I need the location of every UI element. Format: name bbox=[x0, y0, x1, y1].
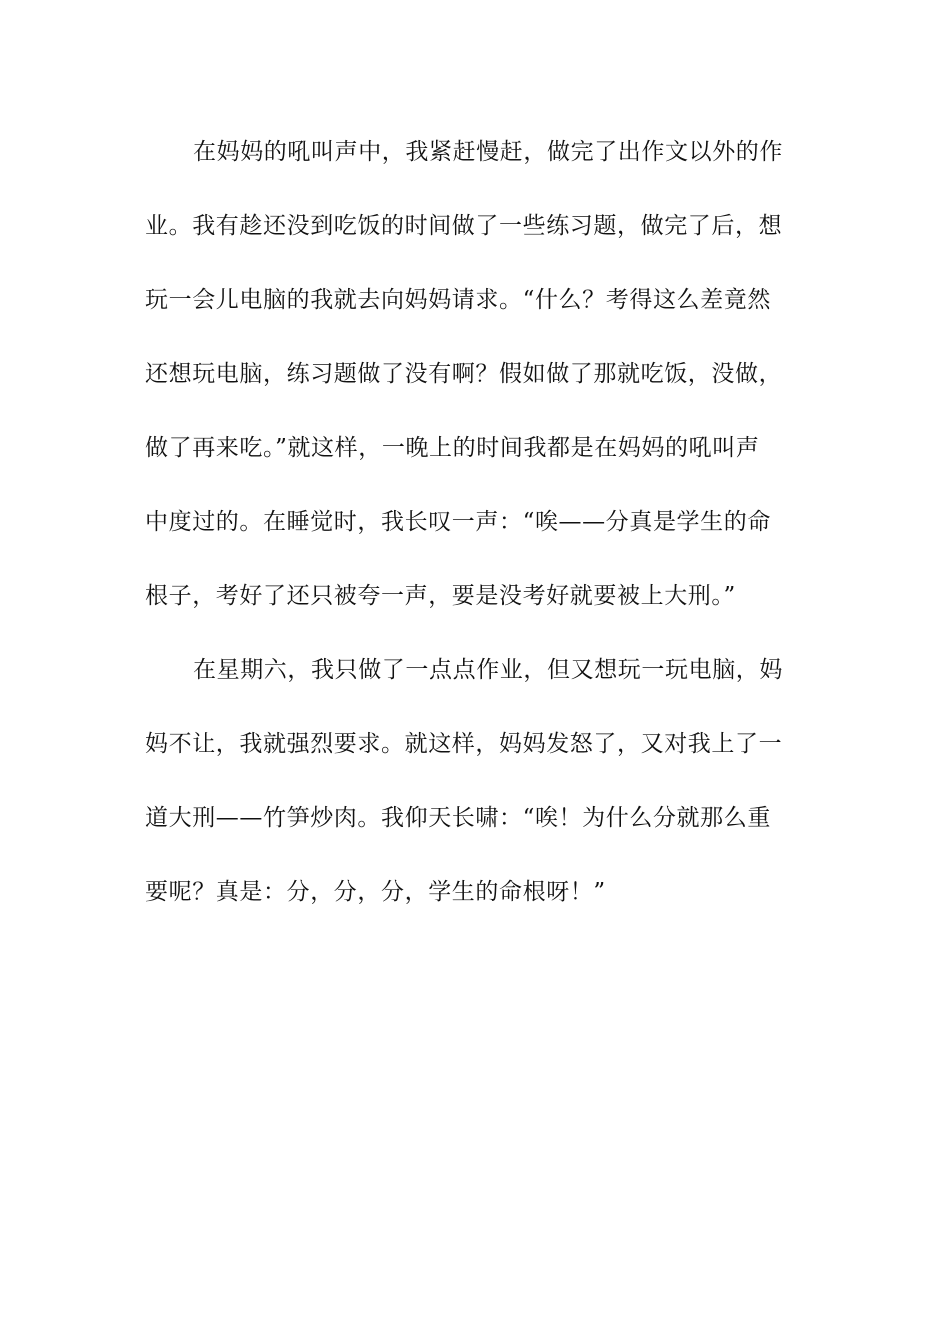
essay-text bbox=[145, 126, 805, 940]
paragraph-1-line-3: 玩一会儿电脑的我就去向妈妈请求。“什么？考得这么差竟然 bbox=[145, 287, 771, 313]
paragraph-2-line-4: 要呢？真是：分，分，分，学生的命根呀！” bbox=[145, 879, 606, 905]
paragraph-1-line-2: 业。我有趁还没到吃饭的时间做了一些练习题，做完了后，想 bbox=[145, 213, 783, 239]
paragraph-1-line-6: 中度过的。在睡觉时，我长叹一声：“唉——分真是学生的命 bbox=[145, 509, 771, 535]
paragraph-1-line-4: 还想玩电脑，练习题做了没有啊？假如做了那就吃饭，没做， bbox=[145, 361, 783, 387]
paragraph-1-line-7: 根子，考好了还只被夸一声，要是没考好就要被上大刑。” bbox=[145, 583, 736, 609]
paragraph-2-line-1: 在星期六，我只做了一点点作业，但又想玩一玩电脑，妈 bbox=[193, 657, 783, 683]
paragraph-2-line-2: 妈不让，我就强烈要求。就这样，妈妈发怒了，又对我上了一 bbox=[145, 731, 783, 757]
paragraph-1-line-5: 做了再来吃。”就这样，一晚上的时间我都是在妈妈的吼叫声 bbox=[145, 435, 760, 461]
paragraph-1-line-1: 在妈妈的吼叫声中，我紧赶慢赶，做完了出作文以外的作 bbox=[193, 139, 783, 165]
paragraph-2-line-3: 道大刑——竹笋炒肉。我仰天长啸：“唉！为什么分就那么重 bbox=[145, 805, 771, 831]
